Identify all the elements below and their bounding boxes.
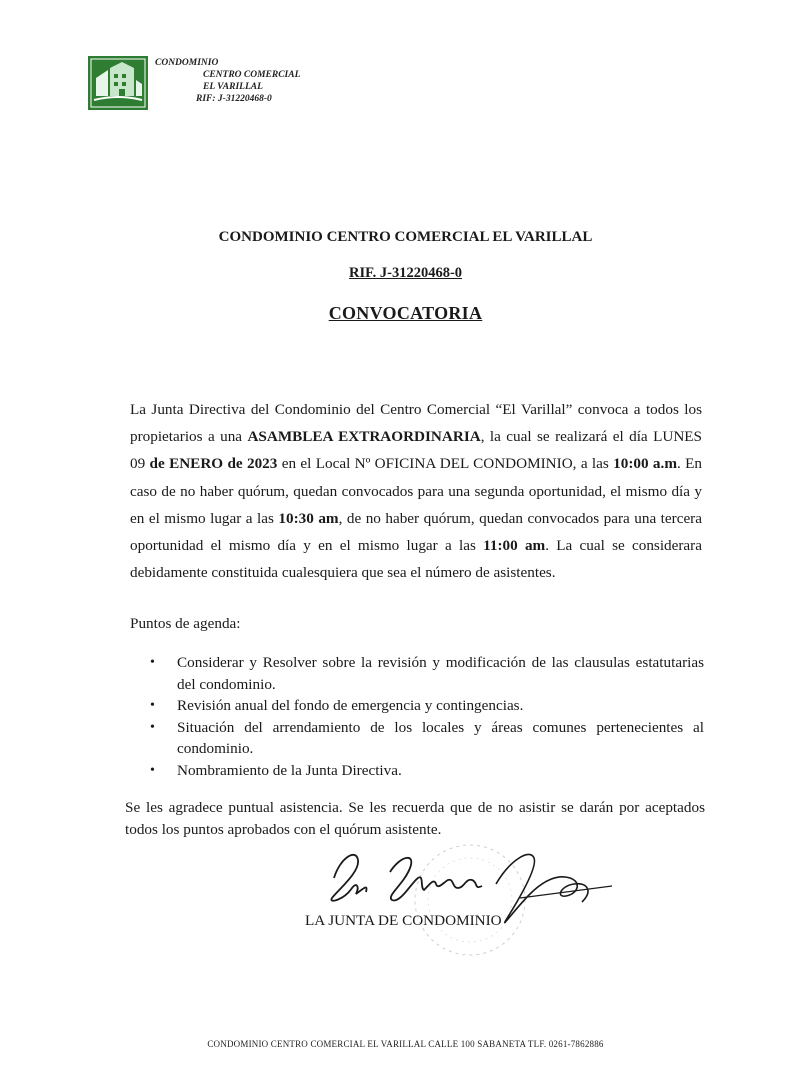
bullet-icon: • [150, 762, 155, 778]
agenda-item-text: Situación del arrendamiento de los locales y áreas comunes pertenecientes al condominio. [177, 718, 704, 757]
footer-address: CONDOMINIO CENTRO COMERCIAL EL VARILLAL CALLE 100 SABANETA TLF. 0261-7862886 [207, 1039, 604, 1049]
agenda-item [150, 695, 704, 717]
agenda-item [150, 652, 704, 695]
para-text-5: , de no haber quórum, quedan convocados para una tercera oportunidad el mismo día y en el mismo lugar a las [130, 509, 702, 555]
agenda-item [150, 717, 704, 760]
letterhead-line-2: CENTRO COMERCIAL [203, 70, 301, 80]
bullet-icon: • [150, 719, 155, 735]
para-time-1: 10:00 a.m [613, 455, 677, 473]
para-text-4: . En caso de no haber quórum, quedan convocados para una segunda oportunidad, el mismo día y en el mismo lugar a las [130, 455, 702, 527]
para-time-3: 11:00 am [483, 537, 546, 555]
signature-image [320, 838, 620, 968]
document-heading-name: CONDOMINIO CENTRO COMERCIAL EL VARILLAL [218, 229, 593, 245]
para-text-1: La Junta Directiva del Condominio del Centro Comercial “El Varillal” convoca a todos los propietarios a una [130, 401, 702, 446]
para-date: de ENERO de 2023 [149, 455, 278, 473]
letterhead-line-1: CONDOMINIO [155, 58, 219, 68]
agenda-list [150, 652, 704, 781]
para-text-3: en el Local Nº OFICINA DEL CONDOMINIO, a las [277, 455, 614, 473]
letterhead-rif: RIF: J-31220468-0 [196, 94, 272, 104]
condominium-logo [88, 56, 148, 110]
para-text-2: , la cual se realizará el día LUNES 09 [130, 428, 703, 473]
closing-paragraph: Se les agradece puntual asistencia. Se les recuerda que de no asistir se darán por aceptados todos los puntos aprobados con el quórum asistente. [125, 799, 705, 838]
agenda-title: Puntos de agenda: [130, 615, 241, 632]
document-heading-rif: RIF. J-31220468-0 [348, 265, 463, 281]
para-text-6: . La cual se considerara debidamente constituida cualesquiera que sea el número de asistentes. [130, 537, 702, 582]
agenda-item-text: Revisión anual del fondo de emergencia y contingencias. [177, 697, 524, 714]
bullet-icon: • [150, 698, 155, 713]
document-title: CONVOCATORIA [328, 303, 483, 323]
bullet-icon: • [150, 655, 155, 670]
convocation-paragraph [130, 396, 702, 586]
agenda-item [150, 760, 704, 782]
signature-label: LA JUNTA DE CONDOMINIO [305, 912, 502, 929]
agenda-item-text: Nombramiento de la Junta Directiva. [177, 761, 402, 779]
para-assembly-type: ASAMBLEA EXTRAORDINARIA [247, 428, 481, 446]
letterhead-line-3: EL VARILLAL [203, 82, 263, 92]
para-time-2: 10:30 am [278, 509, 339, 527]
agenda-item-text: Considerar y Resolver sobre la revisión y modificación de las clausulas estatutarias del condominio. [177, 654, 704, 693]
